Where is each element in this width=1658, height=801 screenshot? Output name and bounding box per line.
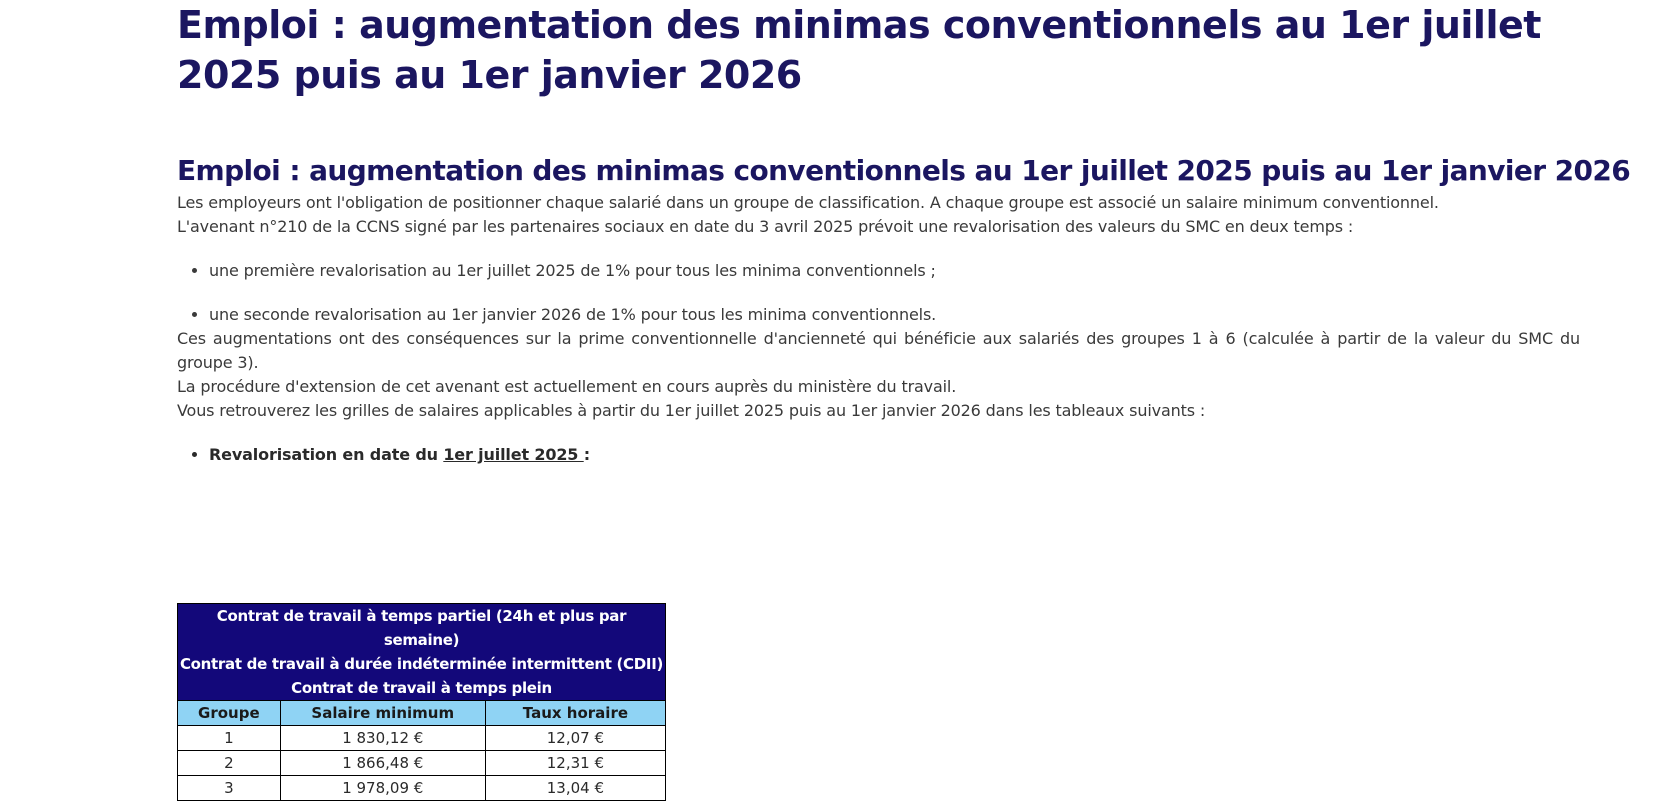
reval-date: 1er juillet 2025 (443, 445, 584, 464)
table-caption: Contrat de travail à durée indéterminée intermittent (CDII) (178, 652, 666, 676)
table-row (178, 751, 666, 776)
cell-salaire: 1 830,12 € (280, 726, 485, 751)
paragraph-extension: La procédure d'extension de cet avenant est actuellement en cours auprès du ministère du travail. (177, 377, 957, 396)
paragraph-grilles: Vous retrouverez les grilles de salaires applicables à partir du 1er juillet 2025 puis au 1er janvier 2026 dans les tableaux suivants : (177, 401, 1206, 420)
cell-groupe: 2 (178, 751, 281, 776)
table-caption: Contrat de travail à temps plein (178, 676, 666, 701)
list-item: • une première revalorisation au 1er juillet 2025 de 1% pour tous les minima conventionnels ; (209, 259, 1580, 283)
cell-groupe: 3 (178, 776, 281, 801)
revalorisation-date-list (177, 443, 1580, 467)
reval-prefix: Revalorisation en date du (209, 445, 444, 464)
reval-suffix: : (583, 445, 590, 464)
cell-groupe: 1 (178, 726, 281, 751)
table-header-row (178, 701, 666, 726)
table-caption-row (178, 604, 666, 653)
column-header-salaire: Salaire minimum (280, 701, 485, 726)
table-caption-row (178, 676, 666, 701)
list-item: • une seconde revalorisation au 1er janvier 2026 de 1% pour tous les minima conventionnels. (209, 303, 1580, 327)
column-header-taux: Taux horaire (485, 701, 665, 726)
revalorisation-date-item (209, 443, 1580, 467)
salary-table (177, 603, 666, 801)
table-row (178, 776, 666, 801)
column-header-groupe: Groupe (178, 701, 281, 726)
table-row (178, 726, 666, 751)
cell-taux: 12,07 € (485, 726, 665, 751)
cell-taux: 12,31 € (485, 751, 665, 776)
paragraph-classification: Les employeurs ont l'obligation de positionner chaque salarié dans un groupe de classification. A chaque groupe est associé un salaire minimum conventionnel. (177, 193, 1439, 212)
revalorisation-list (177, 259, 1580, 327)
paragraph-avenant: L'avenant n°210 de la CCNS signé par les partenaires sociaux en date du 3 avril 2025 prévoit une revalorisation des valeurs du SMC en deux temps : (177, 217, 1354, 236)
cell-taux: 13,04 € (485, 776, 665, 801)
cell-salaire: 1 978,09 € (280, 776, 485, 801)
section-title: Emploi : augmentation des minimas conventionnels au 1er juillet 2025 puis au 1er janvier 2026 (177, 154, 1631, 187)
table-caption: Contrat de travail à temps partiel (24h et plus par semaine) (178, 604, 666, 653)
article-content (177, 0, 1631, 467)
page-title: Emploi : augmentation des minimas conventionnels au 1er juillet 2025 puis au 1er janvier 2026 (177, 3, 1541, 97)
table-caption-row (178, 652, 666, 676)
paragraph-consequences: Ces augmentations ont des conséquences sur la prime conventionnelle d'ancienneté qui bénéficie aux salariés des groupes 1 à 6 (calculée à partir de la valeur du SMC du groupe 3). (177, 329, 1580, 372)
cell-salaire: 1 866,48 € (280, 751, 485, 776)
